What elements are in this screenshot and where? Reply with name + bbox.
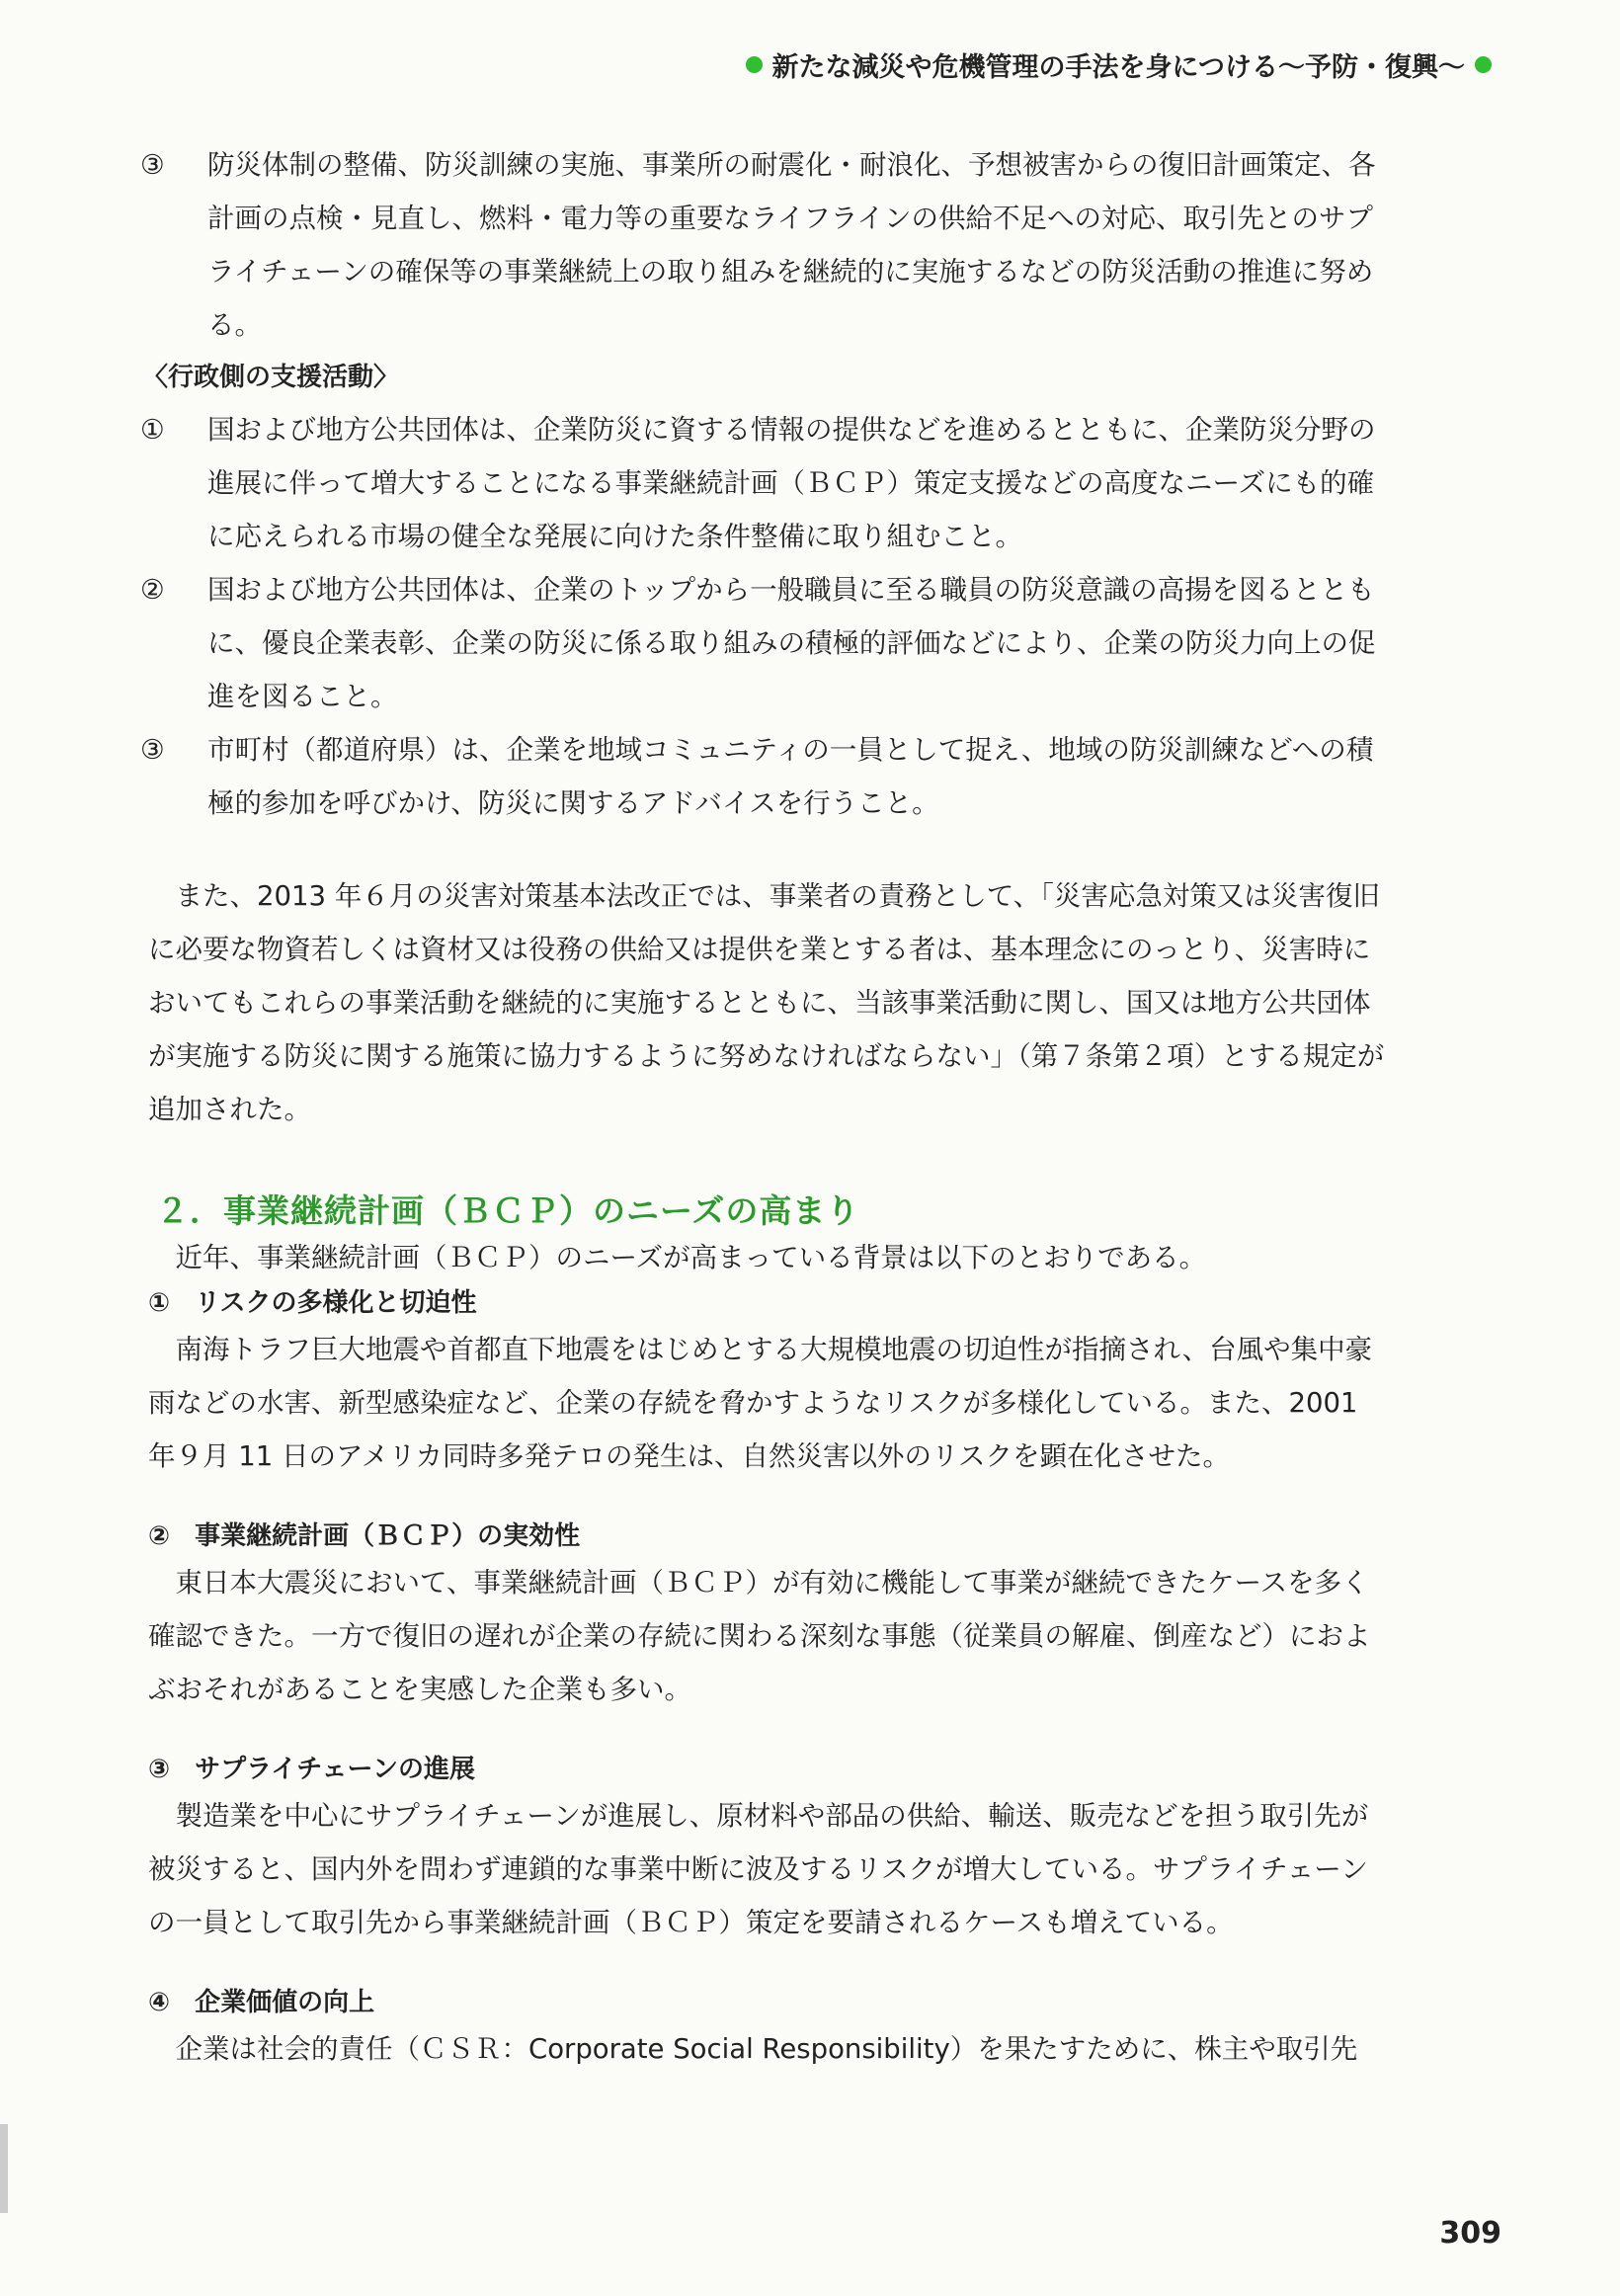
running-header [746, 45, 1492, 84]
subsection-title: リスクの多様化と切迫性 [195, 1288, 477, 1318]
item-number: ③ [140, 734, 165, 766]
bcp-reason-4 [148, 1983, 1393, 2076]
item-text: 市町村（都道府県）は、企業を地域コミュニティの一員として捉え、地域の防災訓練などへの積極的参加を呼びかけ、防災に関するアドバイスを行うこと。 [207, 734, 1374, 819]
subsection-heading [148, 1283, 1393, 1323]
body-paragraph: 東日本大震災において、事業継続計画（ＢＣＰ）が有効に機能して事業が継続できたケースを多く確認できた。一方で復旧の遅れが企業の存続に関わる深刻な事態（従業員の解雇、倒産など）におよぶおそれがあることを実感した企業も多い。 [148, 1567, 1371, 1705]
body-paragraph: 南海トラフ巨大地震や首都直下地震をはじめとする大規模地震の切迫性が指摘され、台風や集中豪雨などの水害、新型感染症など、企業の存続を脅かすようなリスクが多様化している。また、2001 年９月 11 日のアメリカ同時多発テロの発生は、自然災害以外のリスクを顕在化させた。 [148, 1334, 1373, 1472]
body-paragraph: 製造業を中心にサプライチェーンが進展し、原材料や部品の供給、輸送、販売などを担う取引先が被災すると、国内外を問わず連鎖的な事業中断に波及するリスクが増大している。サプライチェーンの一員として取引先から事業継続計画（ＢＣＰ）策定を要請されるケースも増えている。 [148, 1800, 1369, 1938]
bullet-dot-icon [746, 56, 763, 73]
body-paragraph: また、2013 年６月の災害対策基本法改正では、事業者の責務として、「災害応急対策又は災害復旧に必要な物資若しくは資材又は役務の供給又は提供を業とする者は、基本理念にのっとり、災害時においてもこれらの事業活動を継続的に実施するとともに、当該事業活動に関し、国又は地方公共団体が実施する防災に関する施策に協力するように努めなければならない」（第７条第２項）とする規定が追加された。 [148, 880, 1385, 1125]
item-number: ③ [140, 149, 165, 181]
item-number: ① [148, 1288, 171, 1318]
item-number: ② [148, 1521, 171, 1551]
item-number: ③ [148, 1755, 171, 1784]
subsection-heading [148, 1517, 1393, 1556]
subsection-heading [148, 1750, 1393, 1789]
subsection-title: 事業継続計画（ＢＣＰ）の実効性 [195, 1521, 581, 1551]
page-number: 309 [1439, 2216, 1501, 2251]
list-item [140, 723, 1393, 830]
bcp-reason-2 [148, 1517, 1393, 1716]
running-header-text: 新たな減災や危機管理の手法を身につける〜予防・復興〜 [771, 52, 1465, 83]
subsection-title: 企業価値の向上 [195, 1988, 375, 2017]
bullet-dot-icon [1475, 56, 1492, 73]
scan-edge-mark [0, 2124, 8, 2213]
bcp-reason-1 [148, 1283, 1393, 1483]
list-item [140, 138, 1393, 352]
government-support-section [140, 358, 1393, 830]
subsection-heading [148, 1983, 1393, 2022]
item-text: 国および地方公共団体は、企業のトップから一般職員に至る職員の防災意識の高揚を図るとともに、優良企業表彰、企業の防災に係る取り組みの積極的評価などにより、企業の防災力向上の促進を図ること。 [207, 574, 1376, 712]
law-amendment-paragraph [148, 869, 1393, 1136]
body-paragraph: 企業は社会的責任（ＣＳＲ：Corporate Social Responsibility）を果たすために、株主や取引先 [175, 2033, 1358, 2065]
item-text: 防災体制の整備、防災訓練の実施、事業所の耐震化・耐浪化、予想被害からの復旧計画策定、各計画の点検・見直し、燃料・電力等の重要なライフラインの供給不足への対応、取引先とのサプライチェーンの確保等の事業継続上の取り組みを継続的に実施するなどの防災活動の推進に努める。 [207, 149, 1376, 341]
item-number: ② [140, 574, 165, 606]
subsection-title: サプライチェーンの進展 [195, 1755, 475, 1784]
company-activity-item-3 [140, 138, 1393, 352]
list-item [140, 403, 1393, 563]
section-title: ２．事業継続計画（ＢＣＰ）のニーズの高まり [156, 1191, 860, 1230]
bcp-needs-section [148, 1186, 1393, 2076]
item-number: ① [140, 414, 165, 446]
bcp-reason-3 [148, 1750, 1393, 1949]
item-number: ④ [148, 1988, 171, 2017]
list-item [140, 563, 1393, 723]
item-text: 国および地方公共団体は、企業防災に資する情報の提供などを進めるとともに、企業防災分野の進展に伴って増大することになる事業継続計画（ＢＣＰ）策定支援などの高度なニーズにも的確に応えられる市場の健全な発展に向けた条件整備に取り組むこと。 [207, 414, 1376, 552]
section-intro: 近年、事業継続計画（ＢＣＰ）のニーズが高まっている背景は以下のとおりである。 [175, 1242, 1207, 1273]
section-heading: 〈行政側の支援活動〉 [142, 363, 400, 392]
